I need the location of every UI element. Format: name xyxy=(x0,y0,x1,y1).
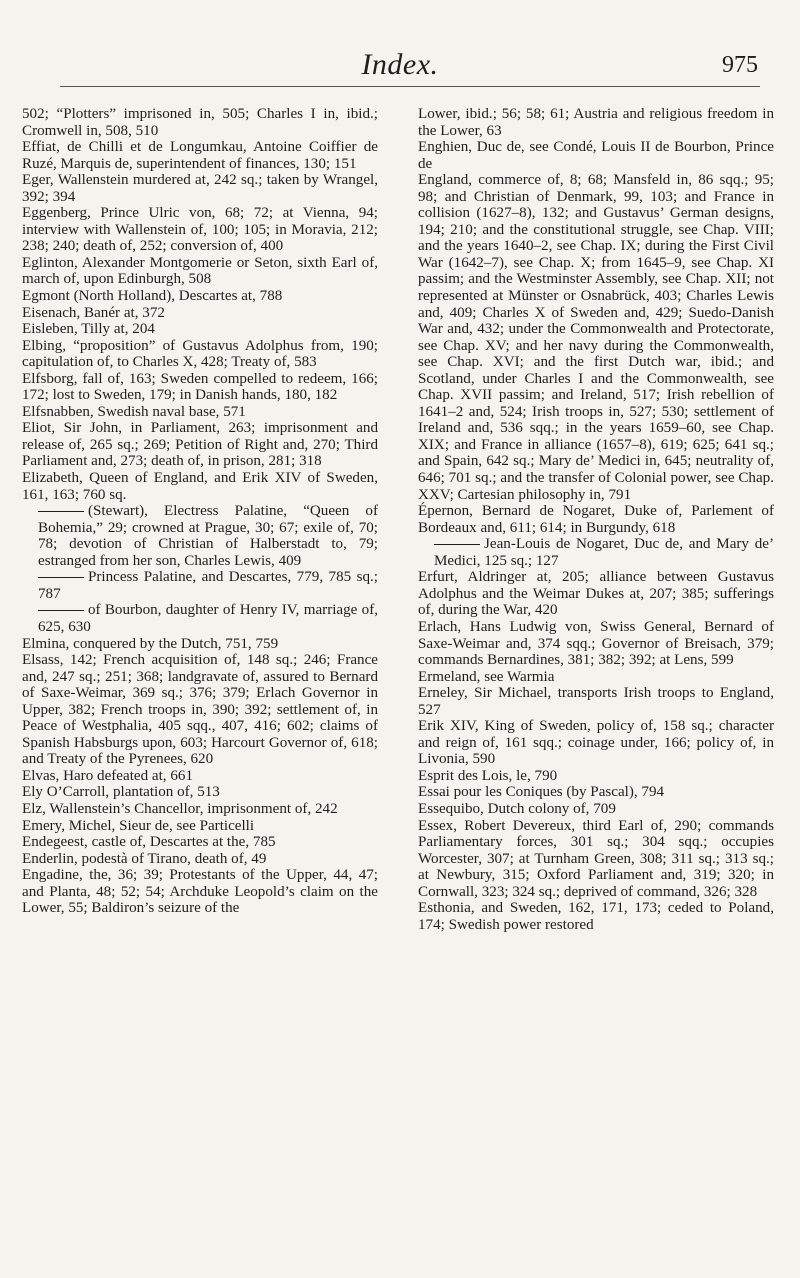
entry-text: Erneley, Sir Michael, transports Irish troops to England, 527 xyxy=(418,685,774,718)
index-entry xyxy=(22,867,378,917)
entry-text: Egmont (North Holland), Descartes at, 788 xyxy=(22,288,283,305)
index-entry xyxy=(418,172,774,503)
entry-text: Eger, Wallenstein murdered at, 242 sq.; taken by Wrangel, 392; 394 xyxy=(22,172,378,205)
index-entry xyxy=(22,851,378,868)
index-entry xyxy=(22,172,378,205)
index-entry xyxy=(22,636,378,653)
entry-text: Endegeest, castle of, Descartes at the, 785 xyxy=(22,834,276,851)
index-entry xyxy=(22,784,378,801)
index-entry xyxy=(418,768,774,785)
index-entry xyxy=(418,569,774,619)
entry-text: Esprit des Lois, le, 790 xyxy=(418,767,558,784)
entry-text: Elz, Wallenstein’s Chancellor, imprisonment of, 242 xyxy=(22,800,338,817)
entry-text: Effiat, de Chilli et de Longumkau, Antoine Coiffier de Ruzé, Marquis de, superintendent of finances, 130; 151 xyxy=(22,139,378,172)
entry-text: Elvas, Haro defeated at, 661 xyxy=(22,767,193,784)
entry-text: Elizabeth, Queen of England, and Erik XIV of Sweden, 161, 163; 760 sq. xyxy=(22,470,378,503)
entry-text: Elbing, “proposition” of Gustavus Adolphus from, 190; capitulation of, to Charles X, 428; Treaty of, 583 xyxy=(22,337,378,371)
entry-text: Elmina, conquered by the Dutch, 751, 759 xyxy=(22,635,279,652)
index-entry xyxy=(22,652,378,768)
index-subentry xyxy=(418,536,774,569)
index-subentry xyxy=(22,503,378,569)
entry-text: England, commerce of, 8; 68; Mansfeld in, 86 sqq.; 95; 98; and Christian of Denmark, 99, 103; and France in collision (1627–8), 132; and Gustavus’ German designs, 194; 210; and the constitutional struggle, see Chap. VIII; and the years 1640–2, see Chap. IX; during the First Civil War (1642–7), see Chap. X; from 1645–9, see Chap. XI passim; and the Westminster Assembly, see Chap. XII; not represented at Münster or Osnabrück, 403; Charles Lewis and, 409; Charles X of Sweden and, 429; Suedo-Danish War and, 432; under the Commonwealth and Protectorate, see Chap. XV; and her navy during the Commonwealth, see Chap. XVI; and the first Dutch war, ibid.; and Scotland, under Charles I and the Commonwealth, see Chap. XVII passim; and Ireland, 517; Irish rebellion of 1641–2 and, 524; Irish troops in, 527; 530; settlement of Ireland and, 536 sqq.; in the years 1659–60, see Chap. XIX; and France in alliance (1657–8), 619; 625; 641 sq.; and Spain, 642 sq.; Mary de’ Medici in, 645; neutrality of, 646; 701 sq.; and the transfer of Colonial power, see Chap. XXV; Cartesian philosophy in, 791 xyxy=(418,172,774,503)
index-entry xyxy=(418,818,774,901)
entry-text: (Stewart), Electress Palatine, “Queen of Bohemia,” 29; crowned at Prague, 30; 67; exile of, 70; 78; devotion of Christian of Halberstadt to, 79; estranged from her son, Charles Lewis, 409 xyxy=(38,503,378,569)
index-subentry xyxy=(22,569,378,602)
index-entry xyxy=(22,818,378,835)
index-entry xyxy=(418,503,774,536)
entry-text: Elfsnabben, Swedish naval base, 571 xyxy=(22,403,246,420)
index-entry xyxy=(22,404,378,421)
entry-text: Ermeland, see Warmia xyxy=(418,668,555,685)
entry-text: Enghien, Duc de, see Condé, Louis II de Bourbon, Prince de xyxy=(418,139,774,172)
entry-text: Jean-Louis de Nogaret, Duc de, and Mary de’ Medici, 125 sq.; 127 xyxy=(434,536,774,569)
index-entry xyxy=(22,371,378,404)
index-entry xyxy=(22,305,378,322)
entry-text: Eggenberg, Prince Ulric von, 68; 72; at Vienna, 94; interview with Wallenstein of, 100; 105; in Moravia, 212; 238; 240; death of, 252; conversion of, 400 xyxy=(22,205,378,255)
index-entry xyxy=(418,900,774,933)
header-rule xyxy=(60,86,760,87)
index-entry xyxy=(418,801,774,818)
entry-text: Eisenach, Banér at, 372 xyxy=(22,304,165,321)
entry-text: Elsass, 142; French acquisition of, 148 sq.; 246; France and, 247 sq.; 251; 368; landgravate of, assured to Bernard of Saxe-Weimar, 369 sq.; 376; 379; Erlach Governor in Upper, 382; French troops in, 390; 392; settlement of, in Peace of Westphalia, 405 sqq., 407, 416; 602; claims of Spanish Habsburgs upon, 603; Harcourt Governor of, 618; and Treaty of the Pyrenees, 620 xyxy=(22,652,378,768)
index-entry xyxy=(22,470,378,503)
index-entry xyxy=(22,255,378,288)
entry-text: Erik XIV, King of Sweden, policy of, 158 sq.; character and reign of, 161 sqq.; coinage under, 166; policy of, in Livonia, 590 xyxy=(418,718,774,768)
entry-text: Emery, Michel, Sieur de, see Particelli xyxy=(22,817,255,834)
index-entry xyxy=(22,834,378,851)
index-entry xyxy=(22,106,378,139)
entry-text: Elfsborg, fall of, 163; Sweden compelled to redeem, 166; 172; lost to Sweden, 179; in Danish hands, 180, 182 xyxy=(22,370,378,404)
repeat-dash xyxy=(38,577,84,578)
index-entry xyxy=(22,139,378,172)
entry-text: Essai pour les Coniques (by Pascal), 794 xyxy=(418,784,665,801)
index-entry xyxy=(418,784,774,801)
entry-text: Esthonia, and Sweden, 162, 171, 173; ceded to Poland, 174; Swedish power restored xyxy=(418,900,774,933)
index-column-left xyxy=(22,106,378,917)
index-entry xyxy=(418,106,774,139)
running-title: Index. xyxy=(361,48,439,81)
index-entry xyxy=(418,718,774,768)
page-number: 975 xyxy=(722,52,758,78)
entry-text: Essequibo, Dutch colony of, 709 xyxy=(418,800,616,817)
index-entry xyxy=(22,205,378,255)
entry-text: of Bourbon, daughter of Henry IV, marriage of, 625, 630 xyxy=(38,602,378,635)
entry-text: Erfurt, Aldringer at, 205; alliance between Gustavus Adolphus and the Weimar Dukes at, 207; 385; sufferings of, during the War, 420 xyxy=(418,569,774,619)
repeat-dash xyxy=(38,610,84,611)
entry-text: Ely O’Carroll, plantation of, 513 xyxy=(22,784,220,801)
index-entry xyxy=(22,768,378,785)
entry-text: Engadine, the, 36; 39; Protestants of the Upper, 44, 47; and Planta, 48; 52; 54; Archduke Leopold’s claim on the Lower, 55; Baldiron’s seizure of the xyxy=(22,867,378,917)
index-entry xyxy=(418,669,774,686)
entry-text: 502; “Plotters” imprisoned in, 505; Charles I in, ibid.; Cromwell in, 508, 510 xyxy=(22,106,378,139)
entry-text: Essex, Robert Devereux, third Earl of, 290; commands Parliamentary forces, 301 sq.; 304 sqq.; occupies Worcester, 307; at Turnham Green, 308; 311 sq.; 313 sq.; at Newbury, 315; Oxford Parliament and, 319; 320; in Cornwall, 323; 324 sq.; deprived of command, 326; 328 xyxy=(418,817,774,900)
entry-text: Eglinton, Alexander Montgomerie or Seton, sixth Earl of, march of, upon Edinburgh, 508 xyxy=(22,254,378,288)
entry-text: Enderlin, podestà of Tirano, death of, 49 xyxy=(22,850,267,867)
page-header xyxy=(0,30,800,82)
entry-text: Princess Palatine, and Descartes, 779, 785 sq.; 787 xyxy=(38,569,378,602)
repeat-dash xyxy=(38,511,84,512)
entry-text: Eliot, Sir John, in Parliament, 263; imprisonment and release of, 265 sq.; 269; Petition of Right and, 270; Third Parliament and, 273; death of, in prison, 281; 318 xyxy=(22,420,378,470)
entry-text: Épernon, Bernard de Nogaret, Duke of, Parlement of Bordeaux and, 611; 614; in Burgundy, 618 xyxy=(418,503,774,536)
repeat-dash xyxy=(434,544,480,545)
index-column-right xyxy=(418,106,774,933)
index-entry xyxy=(22,321,378,338)
index-entry xyxy=(22,338,378,371)
index-entry xyxy=(22,420,378,470)
index-entry xyxy=(418,139,774,172)
entry-text: Eisleben, Tilly at, 204 xyxy=(22,321,155,338)
index-entry xyxy=(22,801,378,818)
index-entry xyxy=(22,288,378,305)
entry-text: Lower, ibid.; 56; 58; 61; Austria and religious freedom in the Lower, 63 xyxy=(418,106,774,139)
entry-text: Erlach, Hans Ludwig von, Swiss General, Bernard of Saxe-Weimar and, 374 sqq.; Governor of Breisach, 379; commands Bernardines, 381; 382; 392; at Lens, 599 xyxy=(418,618,774,669)
index-entry xyxy=(418,685,774,718)
index-subentry xyxy=(22,602,378,635)
index-entry xyxy=(418,619,774,669)
